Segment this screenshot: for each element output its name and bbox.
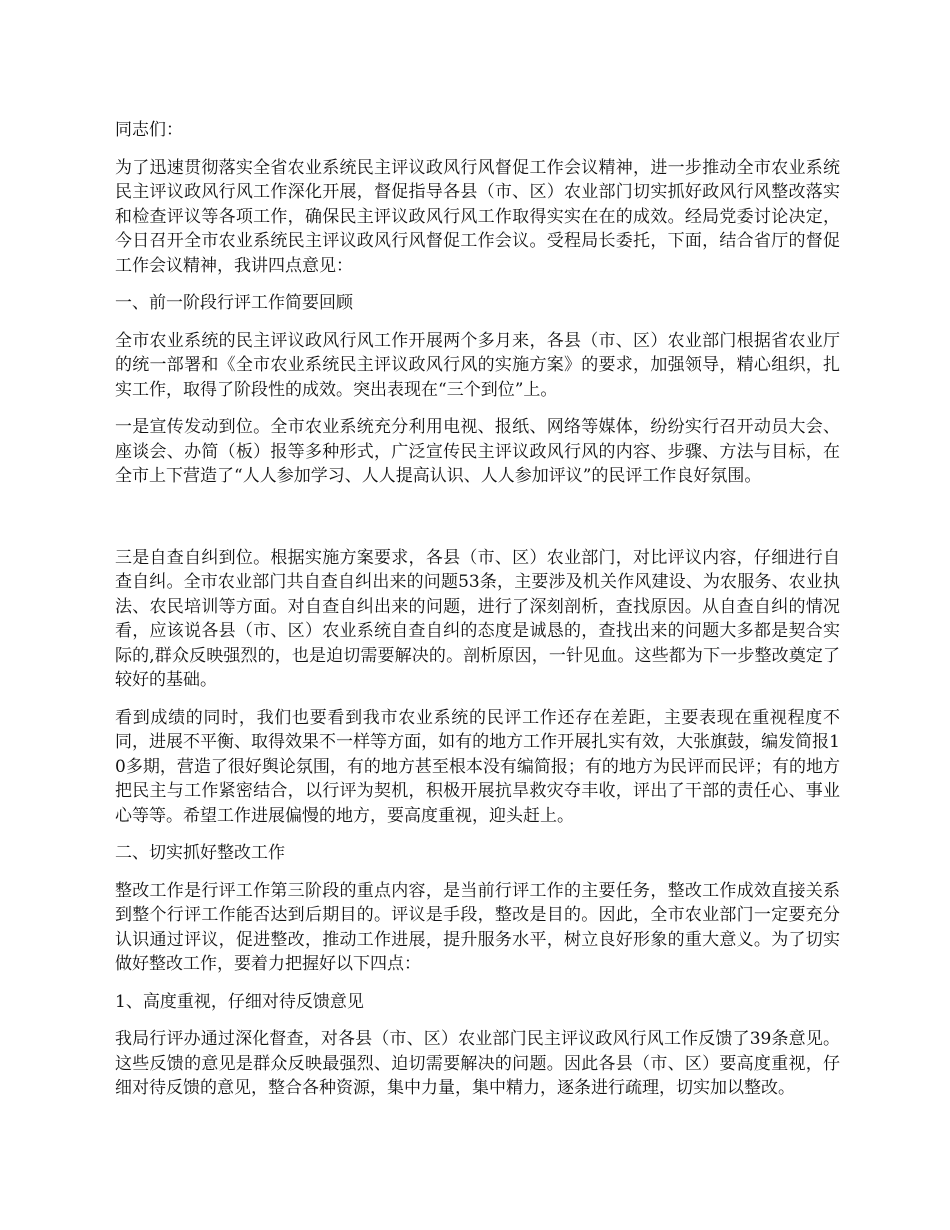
intro-paragraph: 为了迅速贯彻落实全省农业系统民主评议政风行风督促工作会议精神，进一步推动全市农业系统民主评议政风行风工作深化开展，督促指导各县（市、区）农业部门切实抓好政风行风整改落实和检查评议等各项工作，确保民主评议政风行风工作取得实实在在的成效。经局党委讨论决定，今日召开全市农业系统民主评议政风行风督促工作会议。受程局长委托，下面，结合省厅的督促工作会议精神，我讲四点意见： bbox=[115, 157, 840, 276]
document-page bbox=[115, 118, 840, 1114]
blank-gap bbox=[115, 502, 840, 546]
subsection-1-paragraph: 我局行评办通过深化督查，对各县（市、区）农业部门民主评议政风行风工作反馈了39条意见。这些反馈的意见是群众反映最强烈、迫切需要解决的问题。因此各县（市、区）要高度重视，仔细对待反馈的意见，整合各种资源，集中力量，集中精力，逐条进行疏理，切实加以整改。 bbox=[115, 1029, 840, 1098]
section-1-paragraph-1: 全市农业系统的民主评议政风行风工作开展两个多月来，各县（市、区）农业部门根据省农业厅的统一部署和《全市农业系统民主评议政风行风的实施方案》的要求，加强领导，精心组织，扎实工作，取得了阶段性的成效。突出表现在“三个到位”上。 bbox=[115, 330, 840, 400]
section-1-paragraph-4: 看到成绩的同时，我们也要看到我市农业系统的民评工作还存在差距，主要表现在重视程度不同，进展不平衡、取得效果不一样等方面，如有的地方工作开展扎实有效，大张旗鼓，编发简报10多期，营造了很好舆论氛围，有的地方甚至根本没有编简报；有的地方为民评而民评；有的地方把民主与工作紧密结合，以行评为契机，积极开展抗旱救灾夺丰收，评出了干部的责任心、事业心等等。希望工作进展偏慢的地方，要高度重视，迎头赶上。 bbox=[115, 707, 840, 826]
section-2-heading: 二、切实抓好整改工作 bbox=[115, 843, 285, 863]
subsection-1-heading: 1、高度重视，仔细对待反馈意见 bbox=[115, 991, 364, 1012]
section-1-heading: 一、前一阶段行评工作简要回顾 bbox=[115, 293, 353, 313]
section-2-paragraph-1: 整改工作是行评工作第三阶段的重点内容，是当前行评工作的主要任务，整改工作成效直接关系到整个行评工作能否达到后期目的。评议是手段，整改是目的。因此，全市农业部门一定要充分认识通过评议，促进整改，推动工作进展，提升服务水平，树立良好形象的重大意义。为了切实做好整改工作，要着力把握好以下四点： bbox=[115, 880, 840, 974]
section-1-paragraph-2: 一是宣传发动到位。全市农业系统充分利用电视、报纸、网络等媒体，纷纷实行召开动员大会、座谈会、办简（板）报等多种形式，广泛宣传民主评议政风行风的内容、步骤、方法与目标，在全市上下营造了“人人参加学习、人人提高认识、人人参加评议”的民评工作良好氛围。 bbox=[115, 417, 840, 486]
section-1-paragraph-3: 三是自查自纠到位。根据实施方案要求，各县（市、区）农业部门，对比评议内容，仔细进行自查自纠。全市农业部门共自查自纠出来的问题53条，主要涉及机关作风建设、为农服务、农业执法、农民培训等方面。对自查自纠出来的问题，进行了深刻剖析，查找原因。从自查自纠的情况看，应该说各县（市、区）农业系统自查自纠的态度是诚恳的，查找出来的问题大多都是契合实际的,群众反映强烈的，也是迫切需要解决的。剖析原因，一针见血。这些都为下一步整改奠定了较好的基础。 bbox=[115, 547, 840, 690]
greeting: 同志们： bbox=[115, 120, 183, 140]
